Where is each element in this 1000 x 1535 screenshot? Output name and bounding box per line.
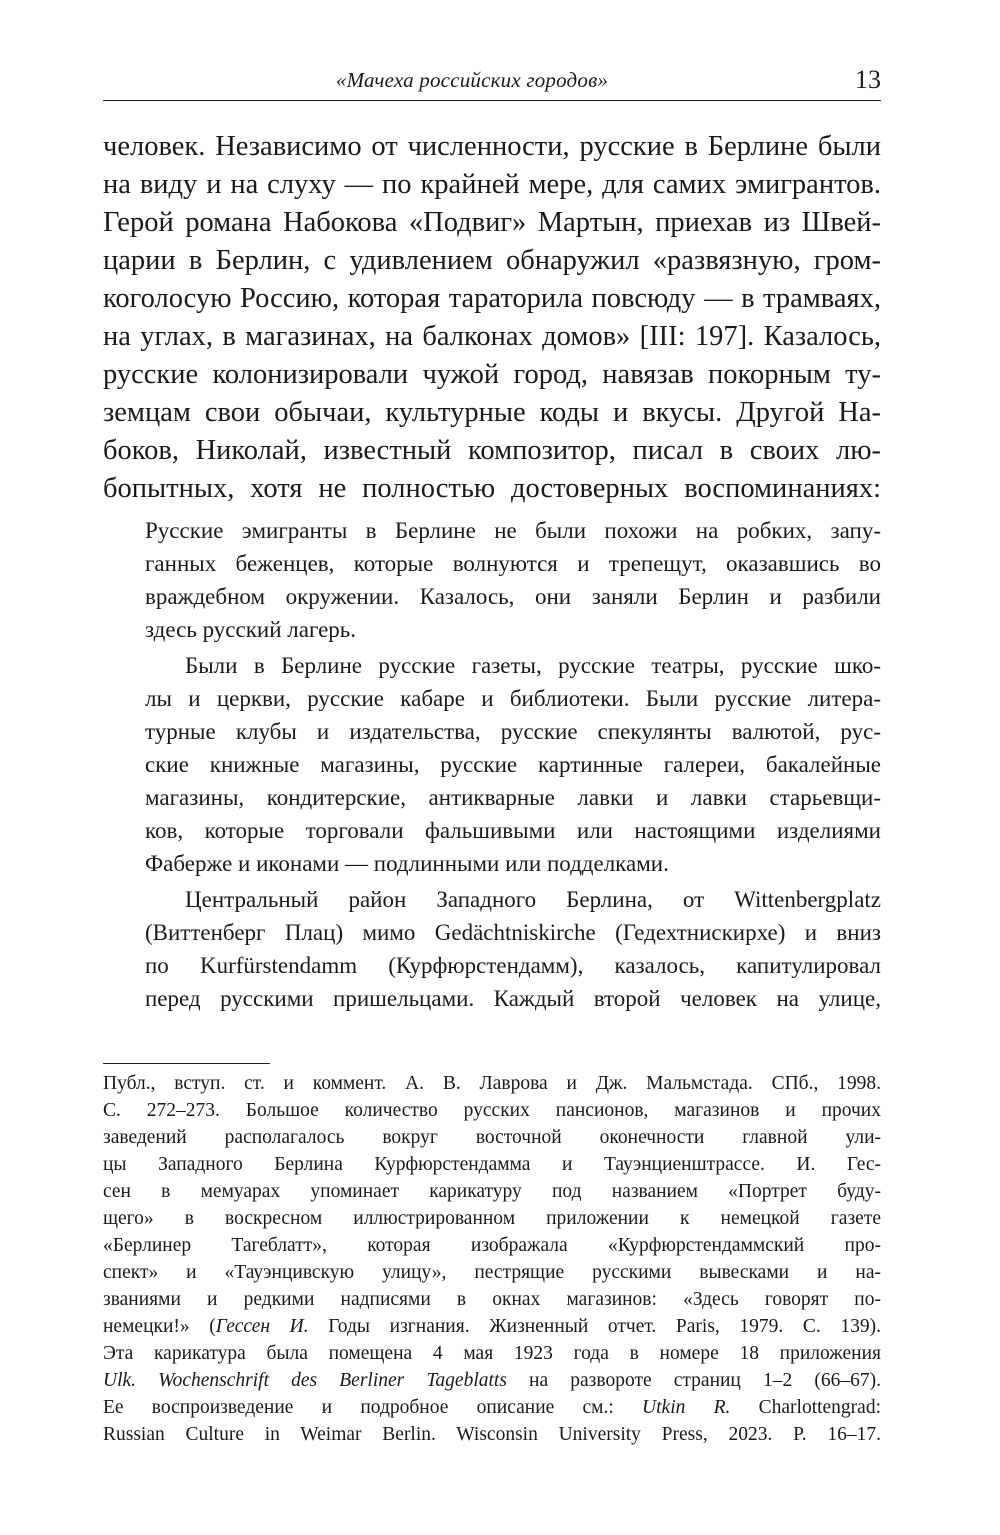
main-text-line: боков, Николай, известный композитор, писал в своих лю-: [103, 435, 881, 466]
footnote-line: званиями и редкими надписями в окнах магазинов: «Здесь говорят по-: [103, 1289, 881, 1310]
footnote-rule: [103, 1063, 270, 1064]
quote-line: турные клубы и издательства, русские спекулянты валютой, рус-: [145, 719, 881, 744]
quote-line: Русские эмигранты в Берлине не были похожи на робких, запу-: [145, 518, 881, 543]
running-title: «Мачеха российских городов»: [335, 68, 609, 92]
quote-line: ские книжные магазины, русские картинные галереи, бакалейные: [145, 752, 881, 777]
footnote-line: цы Западного Берлина Курфюрстендамма и Тауэнциенштрассе. И. Гес-: [103, 1154, 881, 1175]
main-text-line: бопытных, хотя не полностью достоверных воспоминаниях:: [103, 473, 881, 504]
footnote-line: сен в мемуарах упоминает карикатуру под названием «Портрет буду-: [103, 1181, 881, 1202]
quote-line: перед русскими пришельцами. Каждый второй человек на улице,: [145, 986, 881, 1011]
quote-line: по Kurfürstendamm (Курфюрстендамм), казалось, капитулировал: [145, 953, 881, 978]
footnote-line: Ulk. Wochenschrift des Berliner Tageblatts на развороте страниц 1–2 (66–67).: [103, 1370, 881, 1391]
page-number: 13: [855, 65, 881, 94]
italic-span: Гессен И.: [215, 1316, 309, 1337]
footnote-line: заведений располагалось вокруг восточной оконечности главной ули-: [103, 1127, 881, 1148]
footnote-line: спект» и «Тауэнцивскую улицу», пестрящие русскими вывесками и на-: [103, 1262, 881, 1283]
quote-line: Центральный район Западного Берлина, от Wittenbergplatz: [185, 887, 881, 912]
quote-line: Фаберже и иконами — подлинными или подделками.: [145, 851, 669, 876]
quote-line: (Виттенберг Плац) мимо Gedächtniskirche (Гедехтнискирхе) и вниз: [145, 920, 881, 945]
running-header: [103, 64, 881, 101]
quote-line: враждебном окружении. Казалось, они заняли Берлин и разбили: [145, 584, 881, 609]
footnote-line: немецки!» (Гессен И. Годы изгнания. Жизненный отчет. Paris, 1979. С. 139).: [103, 1316, 881, 1337]
main-text-line: земцам свои обычаи, культурные коды и вкусы. Другой На-: [103, 397, 881, 428]
italic-span: Utkin R.: [642, 1397, 731, 1418]
footnote-line: Публ., вступ. ст. и коммент. А. В. Лаврова и Дж. Мальмстада. СПб., 1998.: [103, 1073, 881, 1094]
main-text-line: коголосую Россию, которая тараторила повсюду — в трамваях,: [103, 283, 881, 314]
main-text-line: на виду и на слуху — по крайней мере, для самих эмигрантов.: [103, 169, 881, 200]
quote-line: магазины, кондитерские, антикварные лавки и лавки старьевщи-: [145, 785, 881, 810]
footnote-line: Ее воспроизведение и подробное описание см.: Utkin R. Charlottengrad:: [103, 1397, 881, 1418]
footnote-line: С. 272–273. Большое количество русских пансионов, магазинов и прочих: [103, 1100, 881, 1121]
footnote-line: Russian Culture in Weimar Berlin. Wisconsin University Press, 2023. P. 16–17.: [103, 1424, 881, 1445]
footnote-line: «Берлинер Тагеблатт», которая изображала «Курфюрстендаммский про-: [103, 1235, 881, 1256]
main-text-line: царии в Берлин, с удивлением обнаружил «развязную, гром-: [103, 245, 881, 276]
footnote-line: Эта карикатура была помещена 4 мая 1923 года в номере 18 приложения: [103, 1343, 881, 1364]
main-text-line: на углах, в магазинах, на балконах домов» [III: 197]. Казалось,: [103, 321, 881, 352]
main-text-line: человек. Независимо от численности, русские в Берлине были: [103, 131, 881, 162]
italic-span: Ulk. Wochenschrift des Berliner Tageblatts: [103, 1370, 507, 1391]
main-text-line: Герой романа Набокова «Подвиг» Мартын, приехав из Швей-: [103, 207, 881, 238]
quote-line: Были в Берлине русские газеты, русские театры, русские шко-: [185, 653, 881, 678]
footnote-line: щего» в воскресном иллюстрированном приложении к немецкой газете: [103, 1208, 881, 1229]
quote-line: ганных беженцев, которые волнуются и трепещут, оказавшись во: [145, 551, 881, 576]
main-text-line: русские колонизировали чужой город, навязав покорным ту-: [103, 359, 881, 390]
quote-line: лы и церкви, русские кабаре и библиотеки. Были русские литера-: [145, 686, 881, 711]
quote-line: ков, которые торговали фальшивыми или настоящими изделиями: [145, 818, 881, 843]
quote-line: здесь русский лагерь.: [145, 617, 357, 642]
